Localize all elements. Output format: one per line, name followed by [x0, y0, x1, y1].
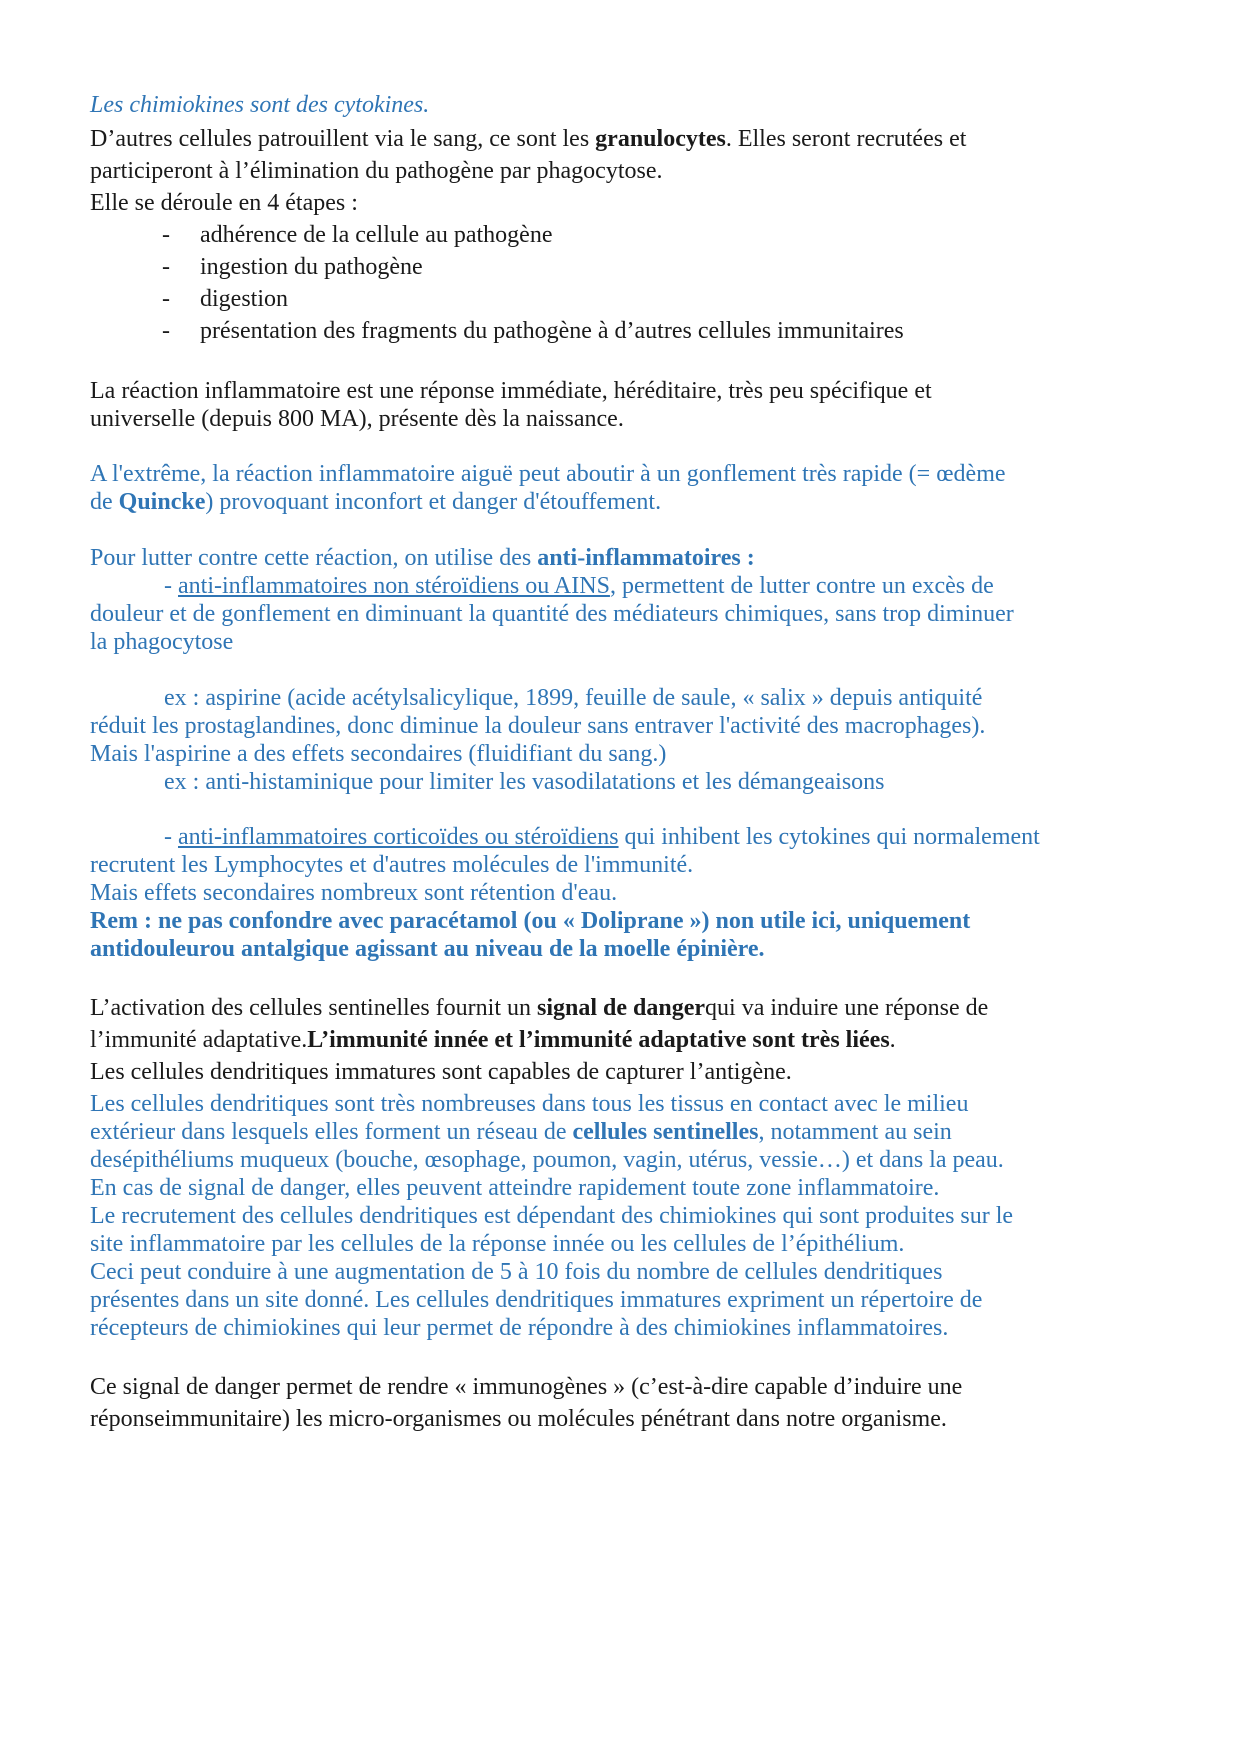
dendritic-line-7: Ceci peut conduire à une augmentation de 5 à 10 fois du nombre de cellules dendritiques: [90, 1259, 943, 1285]
immunogenic-line-2: réponseimmunitaire) les micro-organismes ou molécules pénétrant dans notre organisme.: [90, 1406, 947, 1432]
term-cellules-sentinelles: cellules sentinelles: [572, 1119, 759, 1145]
ains-line-1: - anti-inflammatoires non stéroïdiens ou AINS, permettent de lutter contre un excès de: [164, 573, 994, 599]
dendritic-line-3: desépithéliums muqueux (bouche, œsophage, poumon, vagin, utérus, vessie…) et dans la peau.: [90, 1147, 1004, 1173]
dendritic-line-1: Les cellules dendritiques sont très nombreuses dans tous les tissus en contact avec le milieu: [90, 1091, 969, 1117]
anti-inflammatory-intro: Pour lutter contre cette réaction, on utilise des anti-inflammatoires :: [90, 545, 755, 571]
term-granulocytes: granulocytes: [595, 126, 726, 152]
term-quincke: Quincke: [118, 489, 206, 515]
list-bullet: -: [162, 254, 170, 280]
phagocytosis-steps-intro: Elle se déroule en 4 étapes :: [90, 190, 358, 216]
dendritic-line-5: Le recrutement des cellules dendritiques est dépendant des chimiokines qui sont produites sur le: [90, 1203, 1014, 1229]
aspirin-example-line-1: ex : aspirine (acide acétylsalicylique, 1899, feuille de saule, « salix » depuis antiquité: [164, 685, 983, 711]
dendritic-line-9: récepteurs de chimiokines qui leur permet de répondre à des chimiokines inflammatoires.: [90, 1315, 949, 1341]
immunogenic-line-1: Ce signal de danger permet de rendre « immunogènes » (c’est-à-dire capable d’induire une: [90, 1374, 963, 1400]
ains-line-3: la phagocytose: [90, 629, 234, 655]
granulocytes-line-2: participeront à l’élimination du pathogène par phagocytose.: [90, 158, 663, 184]
term-anti-inflammatoires: anti-inflammatoires :: [537, 545, 755, 571]
inflammation-definition-line-2: universelle (depuis 800 MA), présente dès la naissance.: [90, 406, 624, 432]
aspirin-example-line-2: réduit les prostaglandines, donc diminue la douleur sans entraver l'activité des macrophages).: [90, 713, 986, 739]
list-item: ingestion du pathogène: [200, 254, 423, 280]
inflammation-definition-line-1: La réaction inflammatoire est une réponse immédiate, héréditaire, très peu spécifique et: [90, 378, 932, 404]
list-item: présentation des fragments du pathogène à d’autres cellules immunitaires: [200, 318, 904, 344]
danger-signal-line-1: L’activation des cellules sentinelles fournit un signal de dangerqui va induire une réponse de: [90, 995, 989, 1021]
list-item: adhérence de la cellule au pathogène: [200, 222, 553, 248]
quincke-line-2: de Quincke) provoquant inconfort et danger d'étouffement.: [90, 489, 662, 515]
remark-paracetamol-line-2: antidouleurou antalgique agissant au niveau de la moelle épinière.: [90, 936, 765, 962]
term-corticoids: anti-inflammatoires corticoïdes ou stéroïdiens: [178, 824, 619, 850]
aspirin-side-effects: Mais l'aspirine a des effets secondaires (fluidifiant du sang.): [90, 741, 667, 767]
dendritic-line-4: En cas de signal de danger, elles peuvent atteindre rapidement toute zone inflammatoire.: [90, 1175, 940, 1201]
chemokines-note: Les chimiokines sont des cytokines.: [90, 92, 430, 118]
granulocytes-line-1: D’autres cellules patrouillent via le sang, ce sont les granulocytes. Elles seront recrutées et: [90, 126, 967, 152]
antihistamine-example: ex : anti-histaminique pour limiter les vasodilatations et les démangeaisons: [164, 769, 885, 795]
ains-line-2: douleur et de gonflement en diminuant la quantité des médiateurs chimiques, sans trop diminuer: [90, 601, 1014, 627]
corticoids-line-3: Mais effets secondaires nombreux sont rétention d'eau.: [90, 880, 618, 906]
corticoids-line-1: - anti-inflammatoires corticoïdes ou stéroïdiens qui inhibent les cytokines qui normalement: [164, 824, 1040, 850]
list-bullet: -: [162, 286, 170, 312]
list-bullet: -: [162, 222, 170, 248]
term-immunity-linked: L’immunité innée et l’immunité adaptative sont très liées: [307, 1027, 890, 1053]
term-signal-de-danger: signal de danger: [537, 995, 706, 1021]
dendritic-line-8: présentes dans un site donné. Les cellules dendritiques immatures expriment un répertoire de: [90, 1287, 983, 1313]
remark-paracetamol-line-1: Rem : ne pas confondre avec paracétamol (ou « Doliprane ») non utile ici, uniquement: [90, 908, 971, 934]
dendritic-capture-line: Les cellules dendritiques immatures sont capables de capturer l’antigène.: [90, 1059, 792, 1085]
list-item: digestion: [200, 286, 288, 312]
list-bullet: -: [162, 318, 170, 344]
dendritic-line-6: site inflammatoire par les cellules de la réponse innée ou les cellules de l’épithélium.: [90, 1231, 905, 1257]
danger-signal-line-2: l’immunité adaptative.L’immunité innée et l’immunité adaptative sont très liées.: [90, 1027, 896, 1053]
corticoids-line-2: recrutent les Lymphocytes et d'autres molécules de l'immunité.: [90, 852, 694, 878]
term-ains: anti-inflammatoires non stéroïdiens ou AINS: [178, 573, 610, 599]
quincke-line-1: A l'extrême, la réaction inflammatoire aiguë peut aboutir à un gonflement très rapide (= œdème: [90, 461, 1006, 487]
dendritic-line-2: extérieur dans lesquels elles forment un réseau de cellules sentinelles, notamment au sein: [90, 1119, 952, 1145]
